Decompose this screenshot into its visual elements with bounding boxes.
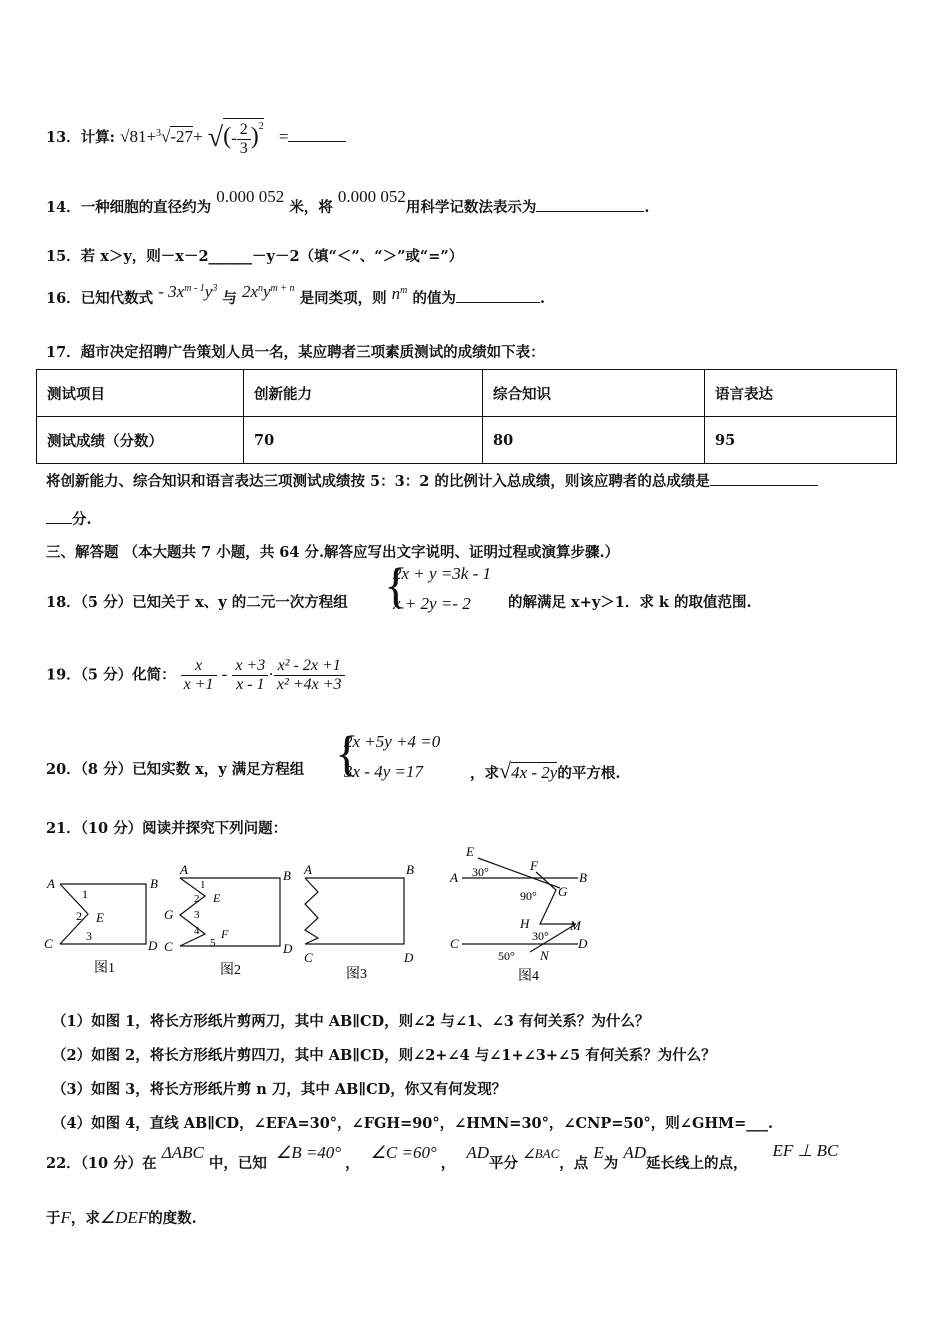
sqrt-group: [223, 118, 264, 158]
minus-sign: -: [221, 664, 228, 684]
answer-blank[interactable]: [288, 127, 346, 142]
label-B: B: [406, 862, 414, 877]
q22-text-4: ，点: [559, 1155, 589, 1172]
fraction-3: [274, 657, 345, 694]
label-B: B: [579, 870, 587, 885]
q14-value: 0.000 052: [216, 187, 285, 206]
q13: [46, 118, 346, 158]
figure-3: [305, 878, 404, 944]
table-header-cell: 创新能力: [244, 370, 483, 417]
q21-part-2: （2）如图 2，将长方形纸片剪四刀，其中 AB∥CD，则∠2+∠4 与∠1+∠3+∠5 有何关系？为什么？: [52, 1047, 716, 1064]
label-E: E: [96, 910, 104, 925]
q16-text-3: 是同类项，则: [299, 290, 387, 307]
equation-2: x + 2y =- 2: [393, 594, 471, 613]
brace-icon: {: [335, 725, 359, 781]
q17-stem: 17．超市决定招聘广告策划人员一名，某应聘者三项素质测试的成绩如下表：: [46, 344, 545, 361]
neg-sign: -: [231, 128, 237, 148]
label-C: C: [164, 939, 173, 954]
f3-den: x² +4x +3: [274, 675, 345, 694]
pow-base: n: [391, 284, 401, 303]
q14-number: 14．: [46, 199, 81, 216]
answer-blank[interactable]: [710, 471, 818, 486]
q16: [46, 282, 546, 308]
label-C: C: [450, 936, 459, 951]
segment-ad: AD: [466, 1143, 490, 1162]
q21-part-1: （1）如图 1，将长方形纸片剪两刀，其中 AB∥CD，则∠2 与∠1、∠3 有何关系？为什么？: [52, 1013, 650, 1030]
label-A: A: [450, 870, 458, 885]
pow-exp: m: [400, 285, 408, 297]
equals-sign: =: [278, 127, 289, 146]
equation-2: 3x - 4y =17: [344, 762, 423, 781]
q14-value-2: 0.000 052: [337, 187, 406, 206]
cube-root: √-27: [161, 127, 194, 146]
mono2-base: 2x: [241, 282, 258, 301]
q14: [46, 187, 650, 217]
polyline-FGHM: [536, 872, 576, 924]
caption-fig4: 图4: [518, 969, 539, 984]
q21-part-3: （3）如图 3，将长方形纸片剪 n 刀，其中 AB∥CD，你又有何发现？: [52, 1081, 507, 1098]
monomial-2: [242, 284, 295, 301]
label-D: D: [148, 938, 158, 953]
label-G: G: [164, 907, 174, 922]
exponent: 2: [258, 121, 264, 132]
section-3-heading: 三、解答题 （本大题共 7 小题，共 64 分.解答应写出文字说明、证明过程或演算步骤.）: [46, 544, 620, 561]
table-row: [37, 417, 897, 464]
caption-fig2: 图2: [220, 963, 241, 978]
label-4: 4: [194, 925, 200, 937]
period: .: [539, 290, 546, 307]
fig3-rect: [305, 878, 404, 944]
table-cell: 80: [483, 417, 705, 464]
label-C: C: [44, 936, 53, 951]
label-D: D: [404, 950, 414, 965]
mono1-base: - 3x: [158, 282, 185, 301]
angle-30: 30°: [472, 865, 489, 879]
cube-root-arg: -27: [170, 127, 194, 146]
period: .: [644, 199, 650, 216]
q20-text-2: ，求: [470, 765, 499, 782]
q16-text-2: 与: [222, 290, 237, 307]
comma: ，: [440, 1155, 456, 1172]
sqrt-81: √81: [120, 127, 147, 146]
f1-den: x +1: [181, 675, 217, 694]
f1-num: x: [195, 657, 203, 674]
q13-label: 计算:: [80, 129, 116, 146]
plus-sign: +: [146, 127, 157, 146]
q17-after-text: 将创新能力、综合知识和语言表达三项测试成绩按 5：3：2 的比例计入总成绩，则该应聘者的总成绩是: [46, 473, 710, 490]
q18-equation-system: [384, 557, 504, 622]
label-F: F: [530, 858, 538, 873]
q13-number: 13．: [46, 129, 81, 146]
label-H: H: [520, 916, 530, 931]
dot-operator: ·: [268, 664, 274, 684]
label-G: G: [558, 884, 568, 899]
q22-text-1: （10 分）在: [80, 1155, 157, 1172]
ef-perp-bc: EF ⊥ BC: [772, 1141, 839, 1160]
q21-figures: [0, 840, 950, 990]
angle-90: 90°: [520, 889, 537, 903]
mono2-exp1: n: [258, 283, 263, 295]
label-C: C: [304, 950, 313, 965]
table-header-cell: 综合知识: [483, 370, 705, 417]
label-D: D: [283, 941, 293, 956]
table-cell: 70: [244, 417, 483, 464]
table-header-cell: 测试项目: [37, 370, 244, 417]
segment-ad-2: AD: [623, 1143, 646, 1162]
answer-blank[interactable]: [456, 288, 540, 303]
table-cell: 测试成绩（分数）: [37, 417, 244, 464]
fig3-cut: [305, 878, 318, 944]
label-N: N: [540, 948, 549, 963]
q22-text-5: 为: [603, 1155, 619, 1172]
q22-text-8: ，求: [70, 1210, 100, 1227]
q16-text-4: 的值为: [412, 290, 456, 307]
mono2-exp2: m + n: [270, 283, 295, 295]
equation-1: 2x +5y +4 =0: [344, 732, 441, 751]
table-header-row: [37, 370, 897, 417]
q20-text-3: 的平方根.: [557, 765, 621, 782]
triangle-abc: ΔABC: [161, 1143, 204, 1162]
label-A: A: [180, 862, 188, 877]
angle-50: 50°: [498, 949, 515, 963]
mono2-y: y: [263, 282, 271, 301]
label-A: A: [304, 862, 312, 877]
label-5: 5: [210, 937, 216, 949]
right-paren: ): [250, 123, 259, 150]
sqrt-sign: √: [499, 758, 512, 783]
monomial-1: [158, 284, 217, 301]
table-header-cell: 语言表达: [705, 370, 897, 417]
fraction-2: [232, 657, 268, 694]
f3-num: x² - 2x +1: [277, 657, 341, 674]
table-cell: 95: [705, 417, 897, 464]
label-E: E: [466, 844, 474, 859]
label-F: F: [221, 927, 229, 941]
label-2: 2: [194, 893, 200, 905]
power-n-m: [392, 286, 408, 303]
q15: 15．若 x＞y，则－x－2______－y－2（填“＜”、“＞”或“=”）: [46, 248, 464, 265]
left-paren: (: [223, 123, 232, 150]
mono1-exp1: m - 1: [184, 283, 205, 295]
radicand: 4x - 2y: [511, 763, 558, 782]
q14-text-2: 米，将: [289, 199, 333, 216]
label-1: 1: [200, 879, 206, 891]
q17-after-2: [46, 508, 92, 529]
q22: [46, 1141, 839, 1173]
angle-b: ∠B =40°: [275, 1143, 342, 1162]
q20-tail: [470, 758, 620, 784]
label-D: D: [578, 936, 588, 951]
q21-part-4: （4）如图 4，直线 AB∥CD，∠EFA=30°，∠FGH=90°，∠HMN=30°，∠CNP=50°，则∠GHM=___.: [52, 1115, 774, 1132]
angle-c: ∠C =60°: [370, 1143, 437, 1162]
f2-num: x +3: [235, 657, 266, 674]
caption-fig1: 图1: [94, 961, 115, 976]
q22-text-3: 平分: [489, 1155, 519, 1172]
q22-line-2: [46, 1207, 197, 1228]
line-EF: [478, 858, 560, 888]
q18-text-1: 18．（5 分）已知关于 x、y 的二元一次方程组: [46, 594, 348, 611]
label-1: 1: [82, 887, 88, 901]
answer-blank[interactable]: [536, 197, 644, 212]
label-B: B: [283, 868, 291, 883]
q19-label: 19．（5 分）化简：: [46, 666, 176, 684]
mono1-exp2: 3: [212, 283, 218, 295]
q20-text-1: 20．（8 分）已知实数 x，y 满足方程组: [46, 761, 305, 778]
brace-icon: {: [384, 557, 408, 613]
label-3: 3: [194, 909, 200, 921]
q14-text-3: 用科学记数法表示为: [405, 199, 537, 216]
label-M: M: [570, 918, 581, 933]
fraction-1: [181, 657, 217, 694]
label-3: 3: [86, 929, 92, 943]
f2-den: x - 1: [232, 675, 268, 694]
label-2: 2: [76, 909, 82, 923]
plus-sign-2: +: [193, 127, 203, 146]
angle-bac: ∠BAC: [523, 1146, 560, 1161]
label-A: A: [47, 876, 55, 891]
frac-num: 2: [239, 121, 248, 138]
point-e: E: [593, 1143, 604, 1162]
q22-number: 22．: [46, 1155, 81, 1172]
q22-text-2: 中，已知: [208, 1155, 267, 1172]
q17-after: [46, 470, 818, 491]
angle-30b: 30°: [532, 929, 549, 943]
mono1-y: y: [204, 282, 213, 301]
label-E: E: [213, 891, 221, 905]
frac-den: 3: [237, 139, 251, 158]
q16-number: 16．: [46, 290, 81, 307]
q22-text-9: 的度数.: [148, 1210, 197, 1227]
q16-text-1: 已知代数式: [80, 290, 154, 307]
answer-blank-2[interactable]: [46, 509, 72, 524]
q20-equation-system: [335, 725, 465, 790]
q14-text-1: 一种细胞的直径约为: [80, 199, 212, 216]
label-B: B: [150, 876, 158, 891]
equation-1: 2x + y =3k - 1: [393, 564, 491, 583]
q21-stem: 21．（10 分）阅读并探究下列问题：: [46, 820, 288, 837]
caption-fig3: 图3: [346, 967, 367, 982]
score-table: [36, 369, 897, 464]
sqrt-sign: √: [207, 122, 224, 153]
q19: [46, 657, 345, 694]
cube-root-index: 3: [156, 128, 162, 140]
q22-text-7: 于: [46, 1210, 61, 1227]
q22-text-6: 延长线上的点，: [645, 1155, 748, 1172]
angle-def: ∠DEF: [99, 1208, 149, 1227]
point-f: F: [60, 1208, 71, 1227]
comma: ，: [345, 1155, 360, 1172]
fraction-two-thirds: [237, 121, 251, 158]
q18-text-2: 的解满足 x+y＞1．求 k 的取值范围.: [508, 594, 752, 611]
q17-unit: 分.: [72, 511, 92, 528]
